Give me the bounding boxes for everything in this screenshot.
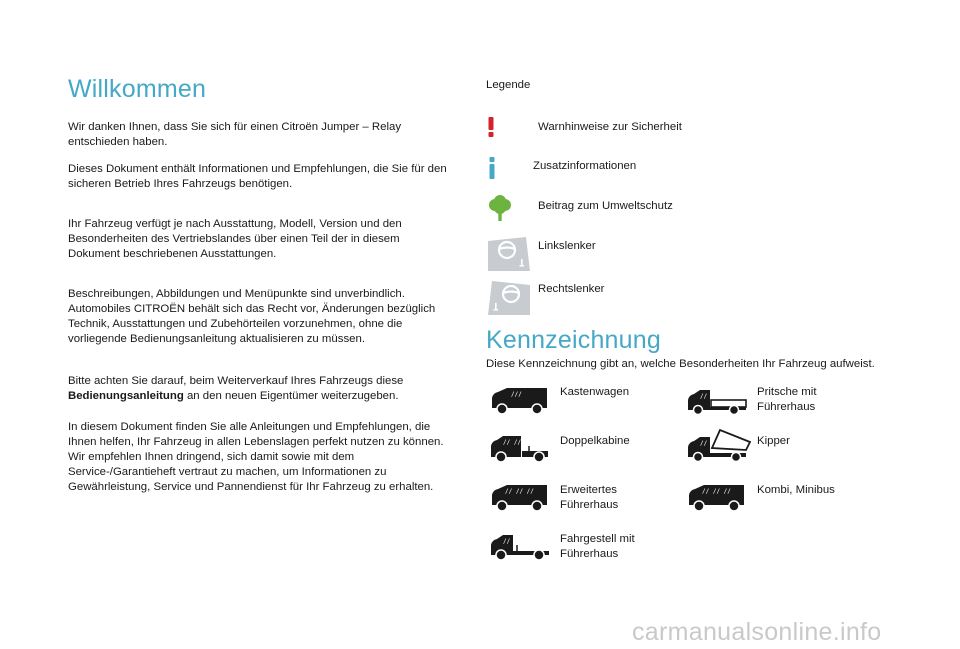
vehicle-label-chassis-cab	[560, 532, 670, 562]
legend-label-info: Zusatzinformationen	[533, 160, 637, 172]
legend-label-warning: Warnhinweise zur Sicherheit	[538, 121, 682, 133]
platform-cab-icon	[686, 388, 748, 421]
welcome-paragraph-5-end: an den neuen Eigentümer weiterzugeben.	[183, 390, 399, 402]
left-hand-drive-icon	[488, 237, 530, 276]
tipper-icon	[686, 428, 752, 469]
info-icon	[488, 157, 496, 184]
double-cab-icon	[489, 434, 551, 469]
vehicle-label-line: Kipper	[757, 435, 790, 447]
vehicle-label-line: Erweitertes	[560, 484, 617, 496]
vehicle-label-line: Pritsche mit	[757, 386, 817, 398]
legend-label-lhd: Linkslenker	[538, 240, 596, 252]
welcome-paragraph-2: Dieses Dokument enthält Informationen und Empfehlungen, die Sie für den sicheren Betrieb Ihres Fahrzeugs benötigen.	[68, 163, 447, 190]
welcome-paragraph-1: Wir danken Ihnen, dass Sie sich für einen Citroën Jumper – Relay entschieden haben.	[68, 121, 402, 148]
vehicle-label-line: Kastenwagen	[560, 386, 630, 398]
warning-icon	[487, 117, 495, 142]
svg-text:// // //: // // //	[505, 488, 534, 495]
tree-icon	[488, 195, 512, 226]
vehicle-label-tipper	[757, 434, 867, 449]
chassis-cab-icon	[489, 532, 551, 567]
svg-text:// // //: // // //	[702, 488, 731, 495]
vehicle-label-line: Kombi, Minibus	[757, 484, 835, 496]
welcome-paragraph-5-bold: Bedienungsanleitung	[68, 390, 184, 402]
watermark: carmanualsonline.info	[632, 618, 882, 646]
vehicle-label-line: Führerhaus	[757, 401, 816, 413]
svg-text://: //	[503, 538, 511, 545]
minibus-icon	[686, 483, 748, 518]
vehicle-label-platform-cab	[757, 385, 867, 415]
svg-text:// //: // //	[503, 439, 522, 446]
vehicle-label-line: Doppelkabine	[560, 435, 630, 447]
right-hand-drive-icon	[488, 281, 530, 320]
svg-text://: //	[700, 393, 708, 400]
svg-text:///: ///	[511, 391, 522, 398]
vehicle-label-minibus	[757, 483, 867, 498]
welcome-paragraph-5-start: Bitte achten Sie darauf, beim Weiterverkauf Ihres Fahrzeugs diese	[68, 375, 404, 387]
welcome-paragraph-4: Beschreibungen, Abbildungen und Menüpunkte sind unverbindlich. Automobiles CITROËN behält sich das Recht vor, Änderungen bezüglich Technik, Ausstattungen und Zubehörteilen vorzunehmen, ohne die vorliegende Bedienungsanleitung aktualisieren zu müssen.	[68, 288, 436, 345]
svg-text://: //	[700, 440, 708, 447]
legend-label-rhd: Rechtslenker	[538, 283, 605, 295]
extended-cab-icon	[489, 483, 551, 518]
legend-heading: Legende	[486, 79, 531, 91]
welcome-title: Willkommen	[68, 75, 207, 103]
welcome-paragraph-6: In diesem Dokument finden Sie alle Anleitungen und Empfehlungen, die Ihnen helfen, Ihr Fahrzeug in allen Lebenslagen perfekt nutzen zu können. Wir empfehlen Ihnen dringend, sich damit sowie mit dem Service-/Garantieheft vertraut zu machen, um Informationen zu Gewährleistung, Service und Pannendienst für Ihr Fahrzeug zu erhalten.	[68, 421, 444, 493]
panel-van-icon	[489, 386, 551, 421]
vehicle-label-panel-van	[560, 385, 670, 400]
vehicle-label-line: Führerhaus	[560, 548, 619, 560]
vehicle-label-line: Fahrgestell mit	[560, 533, 635, 545]
vehicle-label-double-cab	[560, 434, 670, 449]
identification-intro: Diese Kennzeichnung gibt an, welche Besonderheiten Ihr Fahrzeug aufweist.	[486, 358, 875, 370]
welcome-paragraph-5	[68, 374, 453, 404]
vehicle-label-extended-cab	[560, 483, 670, 513]
legend-label-eco: Beitrag zum Umweltschutz	[538, 200, 673, 212]
welcome-paragraph-3: Ihr Fahrzeug verfügt je nach Ausstattung, Modell, Version und den Besonderheiten des Vertriebslandes über einen Teil der in diesem Dokument beschriebenen Ausstattungen.	[68, 218, 402, 260]
vehicle-label-line: Führerhaus	[560, 499, 619, 511]
identification-title: Kennzeichnung	[486, 326, 661, 354]
